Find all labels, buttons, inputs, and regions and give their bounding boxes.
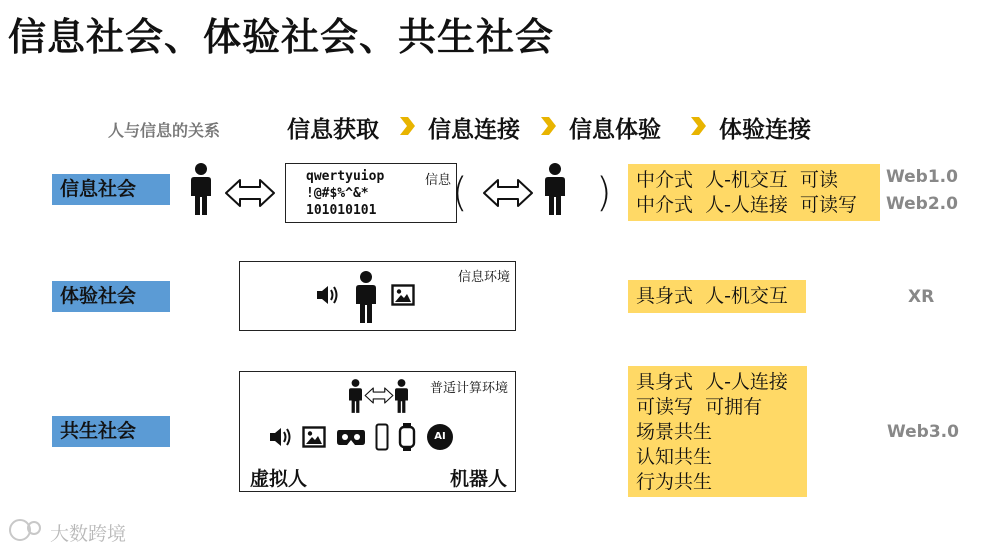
watermark-logo-icon (6, 516, 46, 544)
paren-right: ) (596, 170, 612, 216)
page-title: 信息社会、体验社会、共生社会 (8, 15, 555, 59)
step-info-connection: 信息连接 (428, 117, 520, 143)
step-experience-connection: 体验连接 (719, 117, 811, 143)
virtual-human-label: 虚拟人 (250, 468, 308, 490)
chevron-right-icon (539, 116, 557, 136)
info-environment-box (239, 261, 516, 331)
highlight-symbiosis: 具身式 人-人连接 可读写 可拥有 场景共生 认知共生 行为共生 (628, 366, 807, 497)
env-label: 信息环境 (457, 270, 510, 285)
robot-label: 机器人 (449, 468, 507, 490)
highlight-information: 中介式 人-机交互 可读 中介式 人-人连接 可读写 (628, 164, 880, 221)
double-arrow-icon (224, 177, 276, 209)
web-label-3: Web3.0 (887, 422, 959, 442)
info-box (285, 163, 457, 223)
image-icon (391, 284, 415, 306)
relation-label: 人与信息的关系 (108, 121, 221, 140)
person-icon (356, 270, 376, 324)
info-tag: 信息 (424, 173, 451, 188)
double-arrow-icon (364, 386, 394, 405)
watermark: 大数跨境 (50, 523, 127, 545)
person-icon (349, 379, 362, 413)
web-label-1: Web1.0 (886, 167, 958, 187)
chevron-right-icon (398, 116, 416, 136)
double-arrow-icon (482, 177, 534, 209)
env-label: 普适计算环境 (429, 381, 508, 396)
society-label-experience: 体验社会 (52, 281, 170, 312)
person-icon (545, 163, 565, 215)
ai-chip-icon: AI (427, 424, 453, 450)
phone-icon (375, 423, 389, 451)
watch-icon (398, 423, 416, 451)
paren-left: ( (452, 170, 468, 216)
web-label-2: Web2.0 (886, 194, 958, 214)
speaker-icon (268, 426, 292, 448)
ubiquitous-environment-box (239, 371, 516, 492)
society-label-information: 信息社会 (52, 174, 170, 205)
speaker-icon (315, 284, 339, 306)
highlight-experience: 具身式 人-机交互 (628, 280, 806, 313)
web-label-xr: XR (908, 287, 935, 307)
chevron-right-icon (689, 116, 707, 136)
person-icon (395, 379, 408, 413)
info-box-text: qwertyuiop !@#$%^&* 101010101 (306, 169, 385, 218)
person-icon (191, 163, 211, 215)
society-label-symbiosis: 共生社会 (52, 416, 170, 447)
image-icon (302, 426, 326, 448)
vr-headset-icon (336, 427, 366, 447)
step-info-acquisition: 信息获取 (287, 117, 379, 143)
step-info-experience: 信息体验 (569, 117, 661, 143)
